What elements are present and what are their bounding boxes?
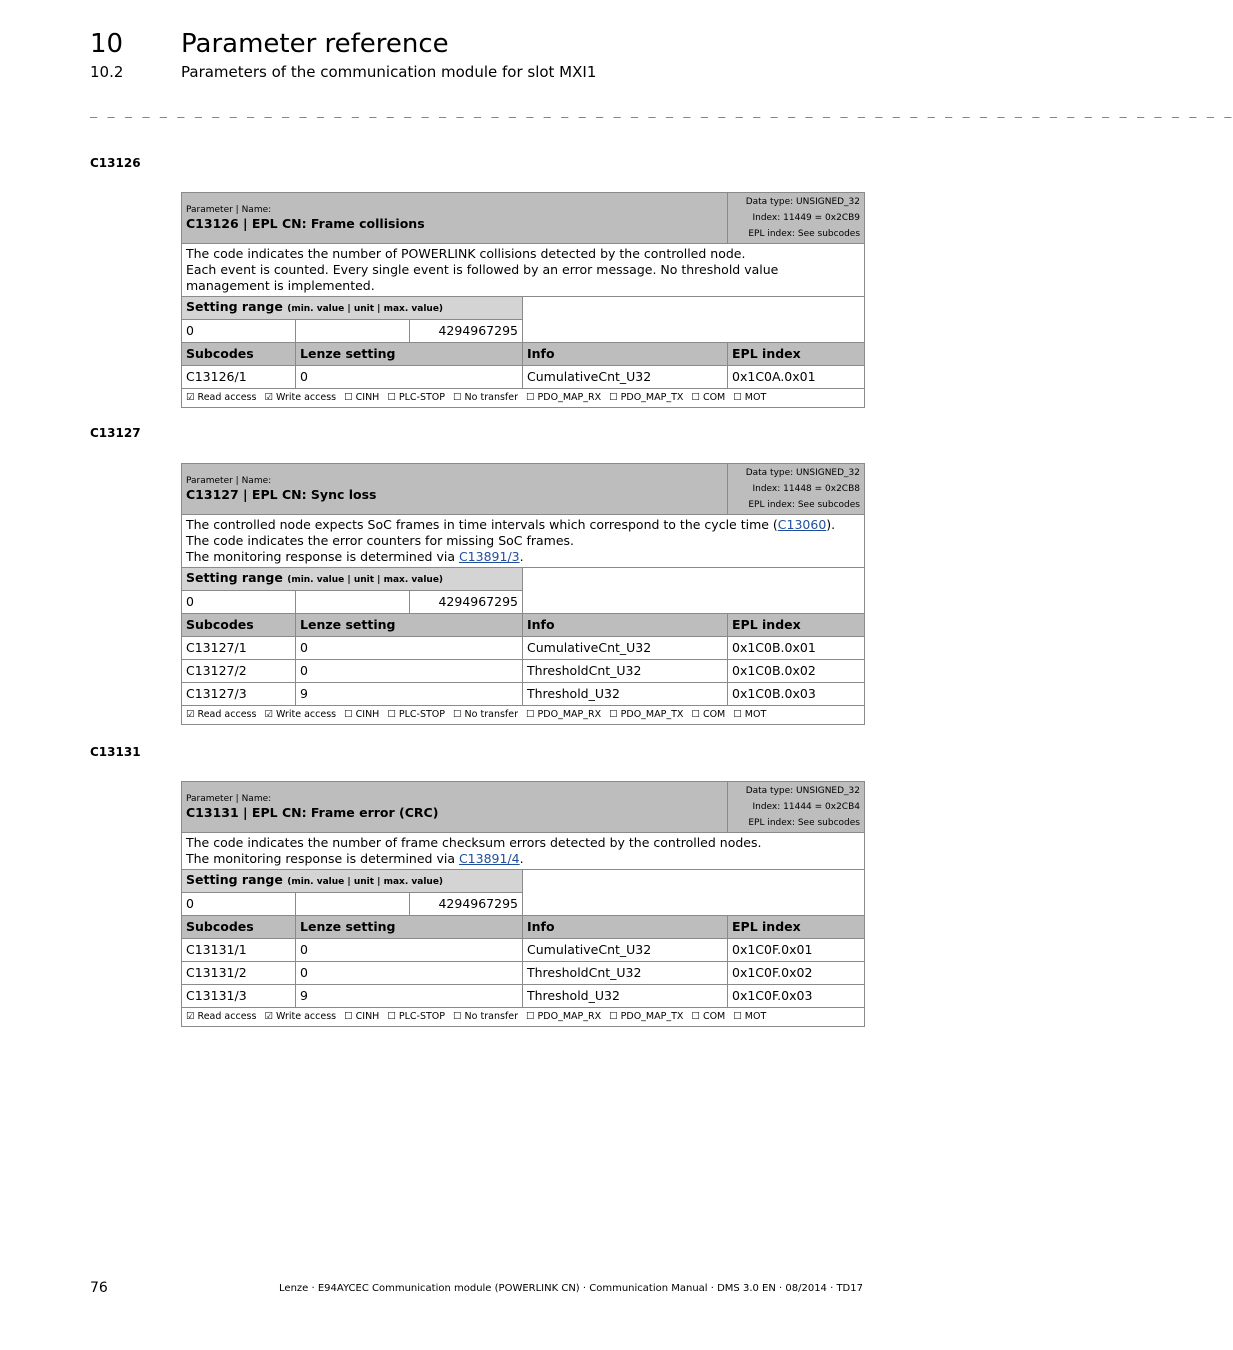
access-flag: ☐ No transfer xyxy=(453,392,519,403)
epl-index-note: EPL index: See subcodes xyxy=(748,500,860,510)
setting-range-title: Setting range xyxy=(186,299,288,314)
setting-range-hint: (min. value | unit | max. value) xyxy=(287,575,444,585)
lenze-setting: 0 xyxy=(296,637,523,660)
param-name-label: Parameter | Name: xyxy=(186,205,272,215)
subcode-header xyxy=(182,614,865,637)
col-info: Info xyxy=(523,343,728,366)
dashed-separator: _ _ _ _ _ _ _ _ _ _ _ _ _ _ _ _ _ _ _ _ _ _ _ _ _ _ _ _ _ _ _ _ _ _ _ _ _ _ _ _ _ _ _ _ _ _ _ _ _ _ _ _ _ _ _ _ _ _ _ _ _ _ _ _ _ _ xyxy=(90,104,1233,118)
subcode-header xyxy=(182,916,865,939)
access-flag: ☐ CINH xyxy=(344,1011,380,1022)
setting-range-label xyxy=(182,297,523,320)
epl-index: 0x1C0A.0x01 xyxy=(728,366,865,389)
access-flag: ☐ PDO_MAP_TX xyxy=(609,392,684,403)
access-flag: ☐ PDO_MAP_RX xyxy=(526,1011,602,1022)
access-flag: ☑ Read access xyxy=(186,392,257,403)
epl-index-note: EPL index: See subcodes xyxy=(748,818,860,828)
max-value: 4294967295 xyxy=(410,893,523,916)
parameter-header xyxy=(182,193,728,244)
access-flag: ☐ No transfer xyxy=(453,709,519,720)
subcode: C13131/3 xyxy=(182,985,296,1008)
col-subcodes: Subcodes xyxy=(182,343,296,366)
info: CumulativeCnt_U32 xyxy=(523,366,728,389)
description-line: Each event is counted. Every single event is followed by an error message. No threshold value management is implemented. xyxy=(186,262,779,293)
table-row xyxy=(182,683,865,706)
data-type: Data type: UNSIGNED_32 xyxy=(745,786,860,796)
description-line: The code indicates the number of POWERLINK collisions detected by the controlled node. xyxy=(186,246,746,261)
epl-index: 0x1C0B.0x03 xyxy=(728,683,865,706)
chapter-number: 10 xyxy=(90,29,124,59)
data-type-cell xyxy=(728,782,865,833)
param-name: C13127 | EPL CN: Sync loss xyxy=(186,487,377,502)
access-flags-row xyxy=(182,389,865,408)
subcode-header xyxy=(182,343,865,366)
param-name: C13131 | EPL CN: Frame error (CRC) xyxy=(186,805,439,820)
col-epl-index: EPL index xyxy=(728,916,865,939)
access-flag: ☐ No transfer xyxy=(453,1011,519,1022)
data-type: Data type: UNSIGNED_32 xyxy=(745,468,860,478)
access-flag: ☐ CINH xyxy=(344,392,380,403)
parameter-header xyxy=(182,782,728,833)
lenze-setting: 0 xyxy=(296,939,523,962)
col-epl-index: EPL index xyxy=(728,614,865,637)
info: ThresholdCnt_U32 xyxy=(523,962,728,985)
access-flag: ☐ PLC-STOP xyxy=(387,392,446,403)
min-value: 0 xyxy=(182,591,296,614)
section-title: Parameters of the communication module for slot MXI1 xyxy=(181,63,597,81)
data-type-cell xyxy=(728,193,865,244)
access-flag: ☐ MOT xyxy=(733,392,767,403)
parameter-table xyxy=(181,463,865,725)
access-flag: ☑ Read access xyxy=(186,1011,257,1022)
access-flag: ☐ MOT xyxy=(733,1011,767,1022)
lenze-setting: 9 xyxy=(296,683,523,706)
lenze-setting: 9 xyxy=(296,985,523,1008)
info: CumulativeCnt_U32 xyxy=(523,637,728,660)
epl-index: 0x1C0F.0x02 xyxy=(728,962,865,985)
access-flag: ☐ PDO_MAP_TX xyxy=(609,1011,684,1022)
access-flag: ☐ PDO_MAP_TX xyxy=(609,709,684,720)
subcode: C13126/1 xyxy=(182,366,296,389)
setting-range-label xyxy=(182,870,523,893)
subcode: C13127/2 xyxy=(182,660,296,683)
setting-range-blank xyxy=(523,870,865,916)
access-flags-row xyxy=(182,1008,865,1027)
setting-range-title: Setting range xyxy=(186,570,288,585)
parameter-header xyxy=(182,464,728,515)
col-info: Info xyxy=(523,614,728,637)
description xyxy=(182,833,865,870)
parameter-table xyxy=(181,781,865,1027)
param-name-label: Parameter | Name: xyxy=(186,794,272,804)
col-epl-index: EPL index xyxy=(728,343,865,366)
access-flag: ☐ COM xyxy=(691,709,726,720)
section-heading: C13126 xyxy=(90,156,141,170)
access-flag: ☑ Write access xyxy=(264,1011,337,1022)
col-lenze-setting: Lenze setting xyxy=(296,614,523,637)
access-flag: ☑ Write access xyxy=(264,709,337,720)
access-flag: ☐ MOT xyxy=(733,709,767,720)
table-row xyxy=(182,366,865,389)
description xyxy=(182,515,865,568)
unit xyxy=(296,320,410,343)
access-flags xyxy=(182,389,865,408)
description-line: The controlled node expects SoC frames in time intervals which correspond to the cycle time (C13060). xyxy=(186,517,836,532)
section-number: 10.2 xyxy=(90,63,124,81)
access-flag: ☑ Read access xyxy=(186,709,257,720)
col-info: Info xyxy=(523,916,728,939)
access-flags-row xyxy=(182,706,865,725)
param-name: C13126 | EPL CN: Frame collisions xyxy=(186,216,425,231)
chapter-title: Parameter reference xyxy=(181,29,449,59)
footer-text: Lenze · E94AYCEC Communication module (POWERLINK CN) · Communication Manual · DMS 3.0 EN · 08/2014 · TD17 xyxy=(279,1283,863,1294)
info: ThresholdCnt_U32 xyxy=(523,660,728,683)
table-row xyxy=(182,939,865,962)
col-subcodes: Subcodes xyxy=(182,916,296,939)
cross-reference-link[interactable]: C13891/3 xyxy=(458,549,520,564)
access-flag: ☐ PLC-STOP xyxy=(387,709,446,720)
col-lenze-setting: Lenze setting xyxy=(296,916,523,939)
unit xyxy=(296,893,410,916)
epl-index-note: EPL index: See subcodes xyxy=(748,229,861,239)
epl-index: 0x1C0F.0x03 xyxy=(728,985,865,1008)
data-type-cell xyxy=(728,464,865,515)
table-row xyxy=(182,985,865,1008)
param-name-label: Parameter | Name: xyxy=(186,476,272,486)
access-flag: ☐ CINH xyxy=(344,709,380,720)
description xyxy=(182,244,865,297)
description-line: The monitoring response is determined via C13891/3. xyxy=(186,549,524,564)
info: Threshold_U32 xyxy=(523,683,728,706)
index: Index: 11449 = 0x2CB9 xyxy=(752,213,861,223)
setting-range-blank xyxy=(523,297,865,343)
access-flag: ☐ COM xyxy=(691,1011,726,1022)
section-heading: C13131 xyxy=(90,745,141,759)
description-line: The code indicates the number of frame checksum errors detected by the controlled nodes. xyxy=(186,835,762,850)
access-flag: ☐ PDO_MAP_RX xyxy=(526,709,602,720)
access-flag: ☐ COM xyxy=(691,392,726,403)
access-flags xyxy=(182,706,865,725)
info: Threshold_U32 xyxy=(523,985,728,1008)
subcode: C13131/2 xyxy=(182,962,296,985)
subcode: C13127/3 xyxy=(182,683,296,706)
max-value: 4294967295 xyxy=(410,591,523,614)
cross-reference-link[interactable]: C13891/4 xyxy=(458,851,520,866)
section-heading: C13127 xyxy=(90,426,141,440)
setting-range-hint: (min. value | unit | max. value) xyxy=(287,877,444,887)
setting-range-title: Setting range xyxy=(186,872,288,887)
col-lenze-setting: Lenze setting xyxy=(296,343,523,366)
lenze-setting: 0 xyxy=(296,660,523,683)
epl-index: 0x1C0B.0x02 xyxy=(728,660,865,683)
setting-range-hint: (min. value | unit | max. value) xyxy=(287,304,444,314)
parameter-table xyxy=(181,192,865,408)
max-value: 4294967295 xyxy=(410,320,523,343)
lenze-setting: 0 xyxy=(296,366,523,389)
table-row xyxy=(182,660,865,683)
table-row xyxy=(182,962,865,985)
subcode: C13127/1 xyxy=(182,637,296,660)
index: Index: 11444 = 0x2CB4 xyxy=(752,802,860,812)
epl-index: 0x1C0B.0x01 xyxy=(728,637,865,660)
info: CumulativeCnt_U32 xyxy=(523,939,728,962)
lenze-setting: 0 xyxy=(296,962,523,985)
setting-range-label xyxy=(182,568,523,591)
min-value: 0 xyxy=(182,893,296,916)
col-subcodes: Subcodes xyxy=(182,614,296,637)
description-line: The monitoring response is determined via C13891/4. xyxy=(186,851,524,866)
subcode: C13131/1 xyxy=(182,939,296,962)
setting-range-blank xyxy=(523,568,865,614)
table-row xyxy=(182,637,865,660)
min-value: 0 xyxy=(182,320,296,343)
index: Index: 11448 = 0x2CB8 xyxy=(752,484,860,494)
page-number: 76 xyxy=(90,1280,108,1296)
access-flag: ☐ PLC-STOP xyxy=(387,1011,446,1022)
access-flag: ☑ Write access xyxy=(264,392,337,403)
data-type: Data type: UNSIGNED_32 xyxy=(745,197,861,207)
description-line: The code indicates the error counters for missing SoC frames. xyxy=(186,533,575,548)
unit xyxy=(296,591,410,614)
access-flag: ☐ PDO_MAP_RX xyxy=(526,392,602,403)
epl-index: 0x1C0F.0x01 xyxy=(728,939,865,962)
cross-reference-link[interactable]: C13060 xyxy=(777,517,827,532)
access-flags xyxy=(182,1008,865,1027)
